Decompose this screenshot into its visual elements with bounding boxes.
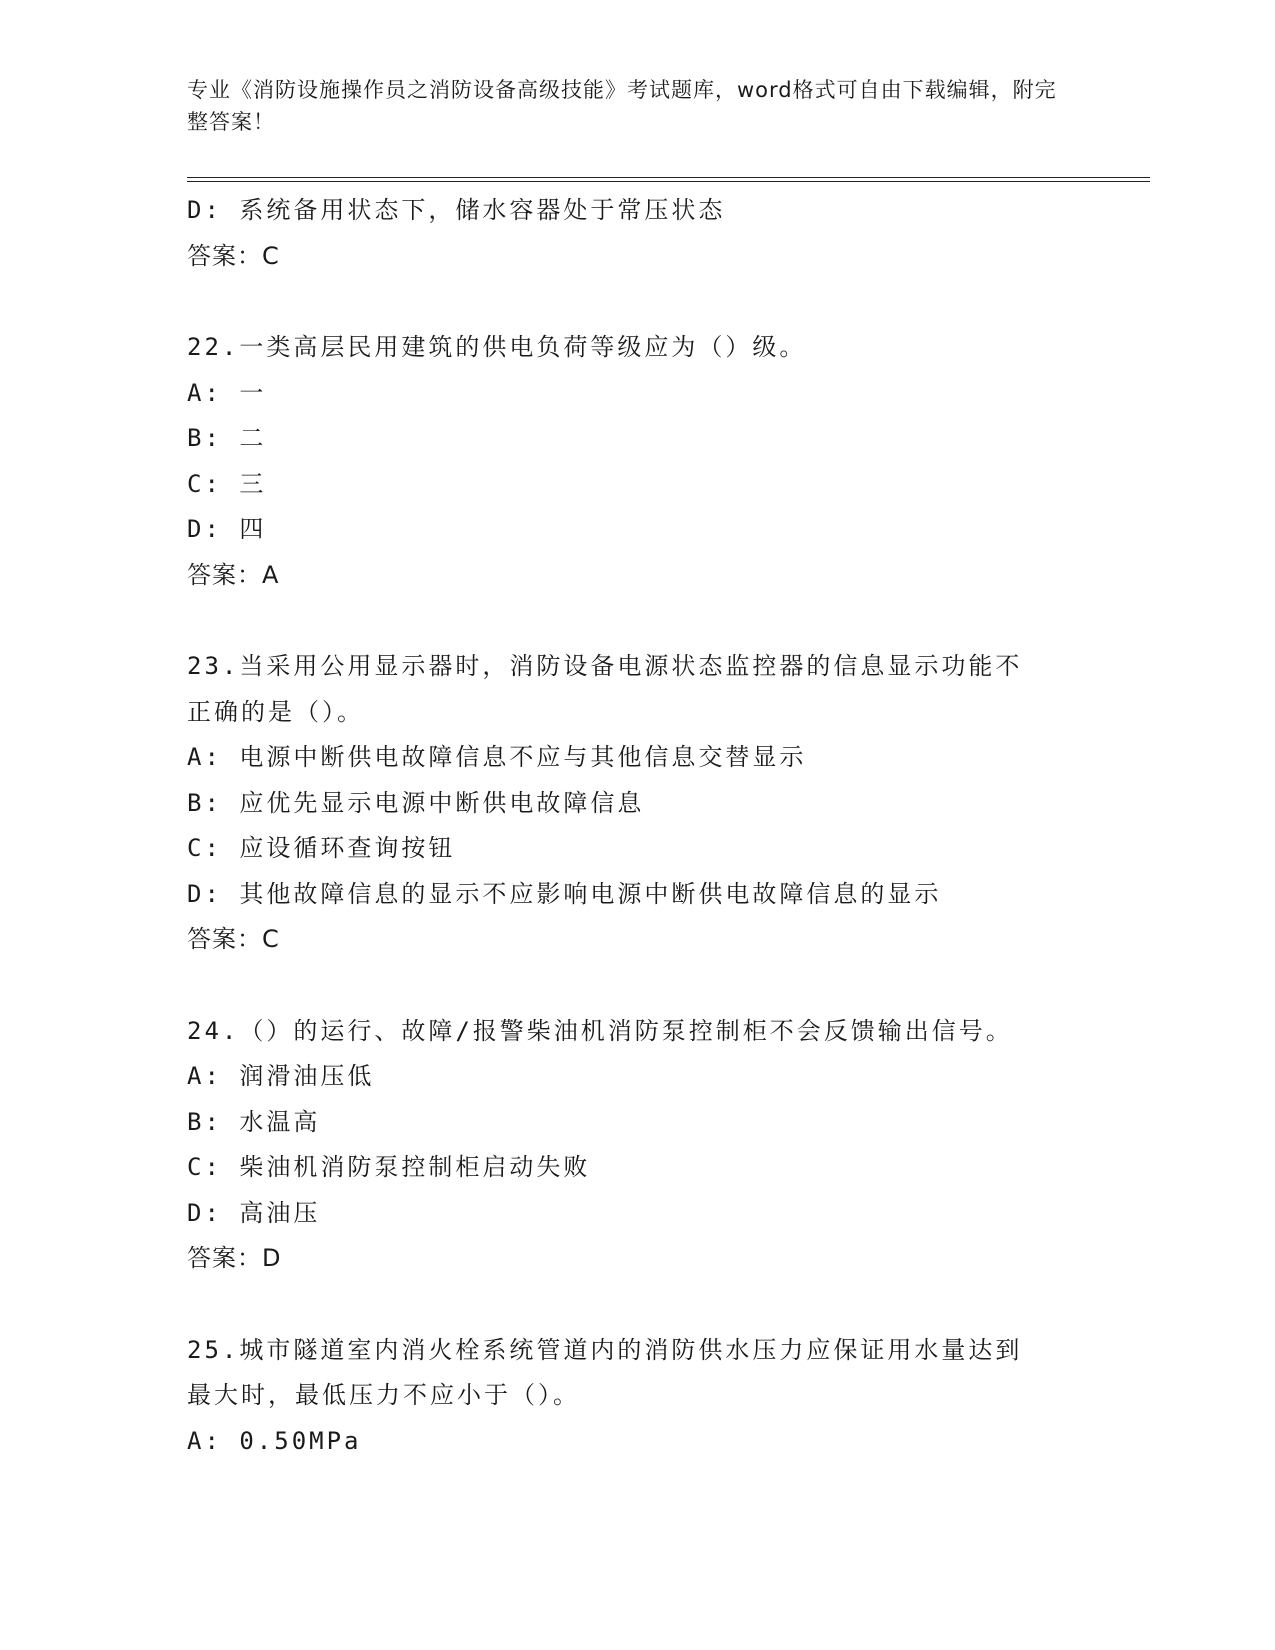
question-stem-continued: 正确的是（）。 [187,697,364,726]
option-c: C: 柴油机消防泵控制柜启动失败 [187,1153,591,1181]
answer: 答案：A [187,560,280,589]
option-d: D: 四 [187,515,267,543]
option-c: C: 应设循环查询按钮 [187,834,456,862]
question-stem: 25.城市隧道室内消火栓系统管道内的消防供水压力应保证用水量达到 [187,1335,1023,1364]
answer: 答案：C [187,925,280,953]
option-d: D: 高油压 [187,1198,321,1227]
question-content [187,188,1087,1464]
question-23 [187,644,1087,963]
question-stem: 24.（）的运行、故障/报警柴油机消防泵控制柜不会反馈输出信号。 [187,1016,1013,1045]
option-b: B: 二 [187,424,267,452]
page-header-intro: 专业《消防设施操作员之消防设备高级技能》考试题库，word格式可自由下载编辑，附完整答案！ [187,78,1057,134]
question-stem: 22.一类高层民用建筑的供电负荷等级应为（）级。 [187,333,807,361]
header-divider-bottom [187,181,1150,182]
question-22 [187,325,1087,598]
header-divider-top [187,177,1150,178]
prev-answer: 答案：C [187,241,280,270]
option-a: A: 电源中断供电故障信息不应与其他信息交替显示 [187,743,807,771]
option-b: B: 水温高 [187,1107,321,1136]
answer: 答案：D [187,1244,282,1272]
option-a: A: 0.50MPa [187,1426,362,1455]
question-25 [187,1328,1087,1465]
prev-option-d: D: 系统备用状态下，储水容器处于常压状态 [187,196,726,224]
question-stem: 23.当采用公用显示器时，消防设备电源状态监控器的信息显示功能不 [187,652,1023,680]
option-a: A: 润滑油压低 [187,1062,375,1090]
option-d: D: 其他故障信息的显示不应影响电源中断供电故障信息的显示 [187,879,942,908]
option-a: A: 一 [187,378,267,407]
question-24 [187,1009,1087,1282]
option-b: B: 应优先显示电源中断供电故障信息 [187,788,645,817]
option-c: C: 三 [187,469,267,498]
question-stem-continued: 最大时，最低压力不应小于（）。 [187,1381,580,1409]
